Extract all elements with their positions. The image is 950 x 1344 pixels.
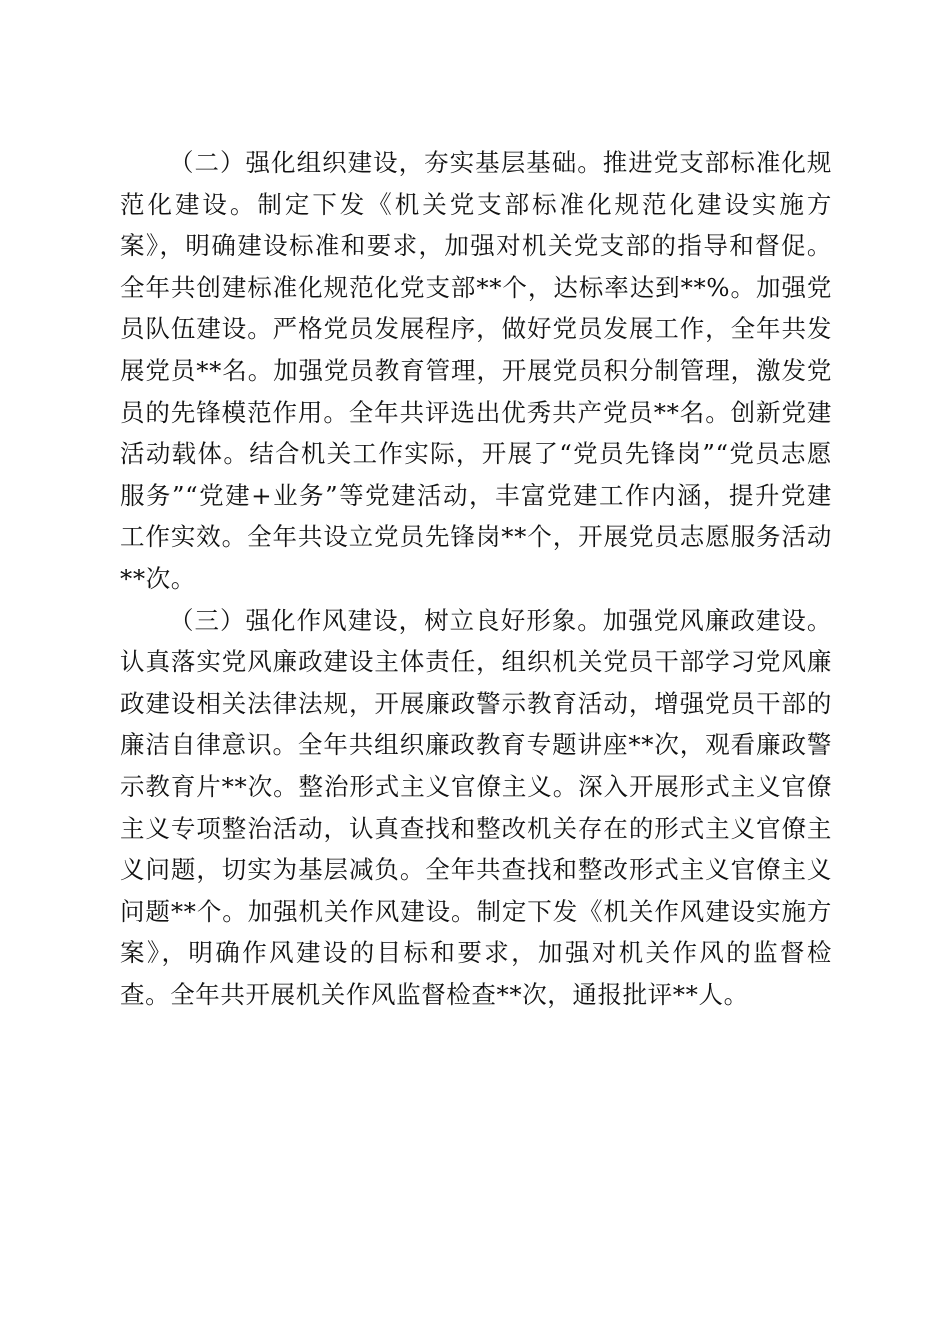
paragraph-organization-building: （二）强化组织建设，夯实基层基础。推进党支部标准化规范化建设。制定下发《机关党支部标准化规范化建设实施方案》，明确建设标准和要求，加强对机关党支部的指导和督促。全年共创建标准化规范化党支部**个，达标率达到**%。加强党员队伍建设。严格党员发展程序，做好党员发展工作，全年共发展党员**名。加强党员教育管理，开展党员积分制管理，激发党员的先锋模范作用。全年共评选出优秀共产党员**名。创新党建活动载体。结合机关工作实际，开展了“党员先锋岗”“党员志愿服务”“党建+业务”等党建活动，丰富党建工作内涵，提升党建工作实效。全年共设立党员先锋岗**个，开展党员志愿服务活动**次。 [120,148,832,593]
paragraph-work-style-building: （三）强化作风建设，树立良好形象。加强党风廉政建设。认真落实党风廉政建设主体责任，组织机关党员干部学习党风廉政建设相关法律法规，开展廉政警示教育活动，增强党员干部的廉洁自律意识。全年共组织廉政教育专题讲座**次，观看廉政警示教育片**次。整治形式主义官僚主义。深入开展形式主义官僚主义专项整治活动，认真查找和整改机关存在的形式主义官僚主义问题，切实为基层减负。全年共查找和整改形式主义官僚主义问题**个。加强机关作风建设。制定下发《机关作风建设实施方案》，明确作风建设的目标和要求，加强对机关作风的监督检查。全年共开展机关作风监督检查**次，通报批评**人。 [120,605,832,1009]
document-body [120,142,832,1015]
